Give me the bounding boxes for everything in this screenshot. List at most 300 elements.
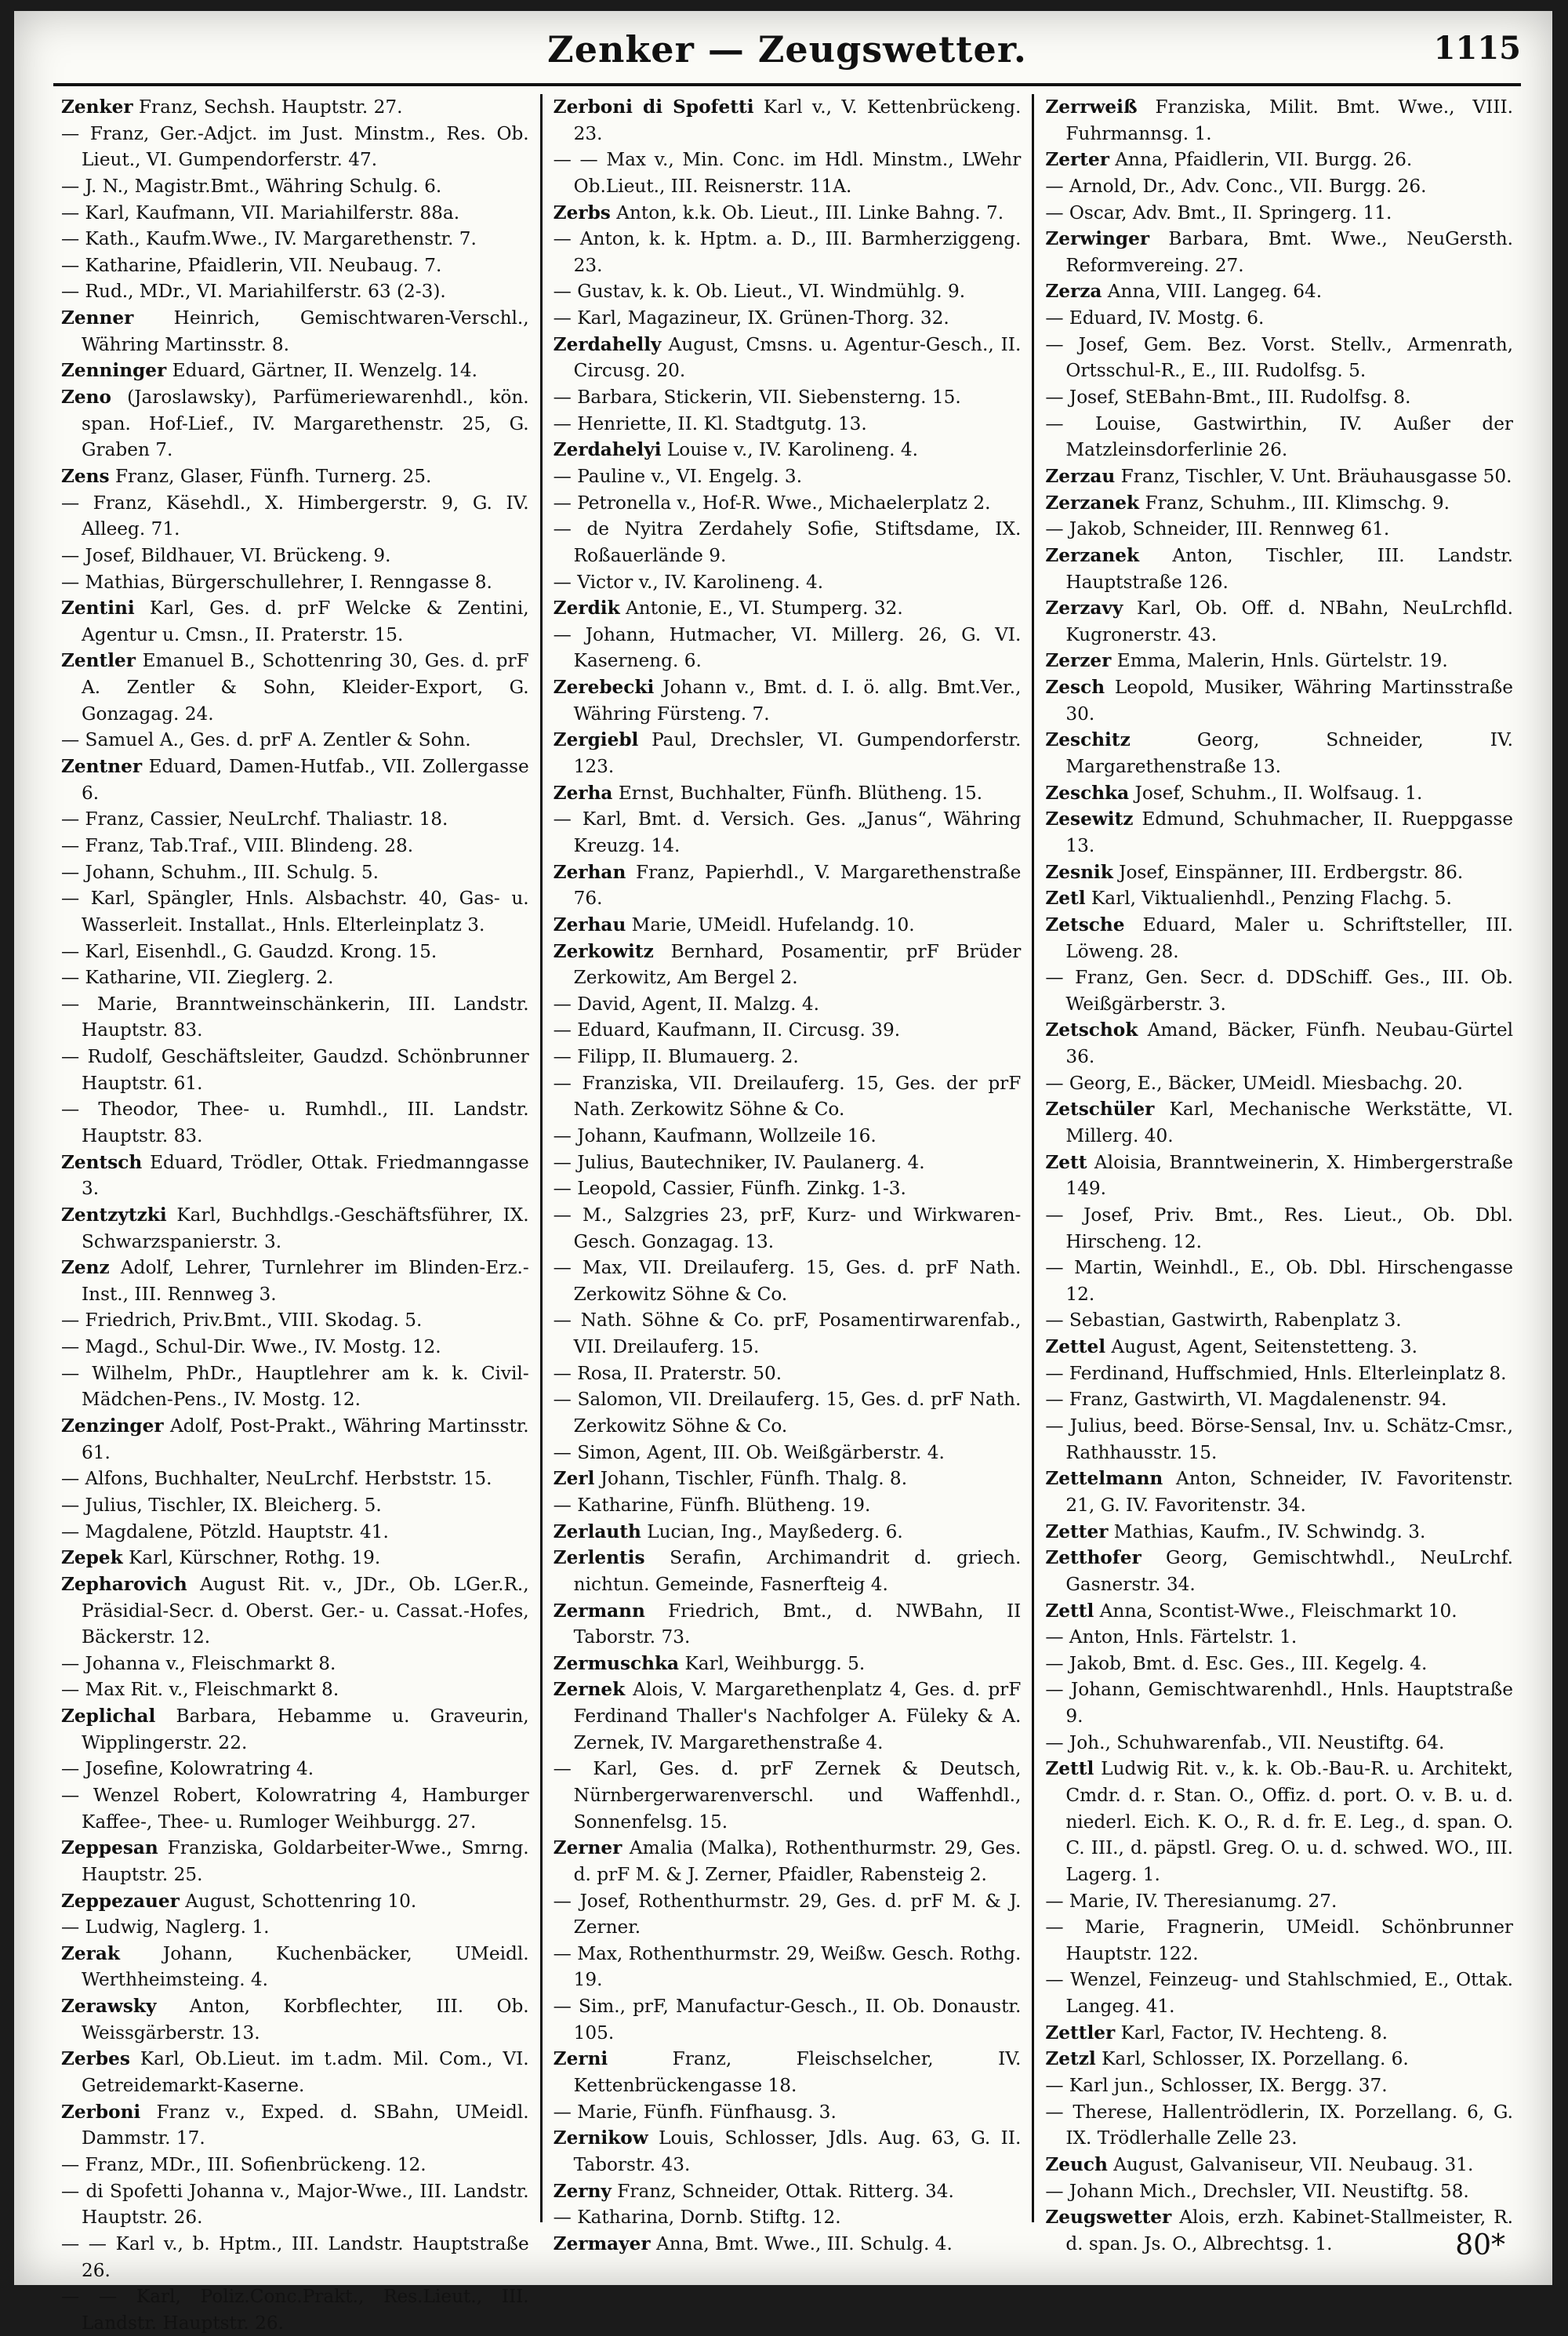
entry-text: — Simon, Agent, III. Ob. Weißgärberstr. 4. bbox=[553, 1441, 945, 1463]
entry-text: — Arnold, Dr., Adv. Conc., VII. Burgg. 26. bbox=[1045, 175, 1427, 197]
directory-entry bbox=[554, 991, 1022, 1018]
entry-text: — Max, VII. Dreilauferg. 15, Ges. d. prF Nath. Zerkowitz Söhne & Co. bbox=[553, 1257, 1022, 1305]
entry-surname: Zentzytzki bbox=[61, 1204, 167, 1226]
entry-surname: Zerdahelly bbox=[553, 333, 662, 355]
directory-entry bbox=[1045, 1677, 1513, 1729]
directory-entry bbox=[1045, 965, 1513, 1017]
entry-text: — Louise, Gastwirthin, IV. Außer der Matzleinsdorferlinie 26. bbox=[1045, 412, 1514, 461]
entry-text: Alois, erzh. Kabinet-Stallmeister, R. d. span. Js. O., Albrechtsg. 1. bbox=[1065, 2207, 1514, 2254]
directory-entry bbox=[61, 1782, 529, 1835]
entry-surname: Zerni bbox=[553, 2048, 608, 2070]
entry-text: Anton, Tischler, III. Landstr. Hauptstraße 126. bbox=[1065, 544, 1514, 593]
directory-entry bbox=[61, 200, 529, 227]
entry-text: Karl, Mechanische Werkstätte, VI. Millerg. 40. bbox=[1065, 1099, 1514, 1146]
entry-text: — Johanna v., Fleischmarkt 8. bbox=[61, 1652, 336, 1674]
directory-entry bbox=[61, 833, 529, 859]
entry-surname: Zerak bbox=[61, 1942, 120, 1964]
directory-entry bbox=[1045, 411, 1513, 463]
entry-text: Mathias, Kaufm., IV. Schwindg. 3. bbox=[1108, 1520, 1426, 1542]
entry-surname: Zerhau bbox=[553, 914, 626, 935]
entry-text: — Wenzel Robert, Kolowratring 4, Hamburger Kaffee-, Thee- u. Rumloger Weihburgg. 27. bbox=[61, 1785, 529, 1833]
entry-text: — Georg, E., Bäcker, UMeidl. Miesbachg. 20. bbox=[1045, 1072, 1463, 1094]
entry-text: Karl, Weihburgg. 5. bbox=[679, 1652, 866, 1674]
directory-entry bbox=[1045, 2073, 1513, 2099]
entry-surname: Zeplichal bbox=[61, 1706, 156, 1727]
entry-text: — Eduard, IV. Mostg. 6. bbox=[1045, 307, 1265, 329]
entry-surname: Zens bbox=[61, 465, 110, 487]
entry-text: — Karl jun., Schlosser, IX. Bergg. 37. bbox=[1045, 2075, 1388, 2097]
entry-text: — David, Agent, II. Malzg. 4. bbox=[553, 993, 820, 1015]
entry-text: Karl, Schlosser, IX. Porzellang. 6. bbox=[1095, 2048, 1409, 2070]
entry-text: Bernhard, Posamentir, prF Brüder Zerkowitz, Am Bergel 2. bbox=[573, 940, 1022, 989]
directory-entry bbox=[61, 939, 529, 965]
directory-entry bbox=[61, 1202, 529, 1255]
directory-entry bbox=[1045, 595, 1513, 648]
entry-surname: Zetl bbox=[1045, 888, 1086, 910]
entry-surname: Zerter bbox=[1045, 149, 1109, 171]
entry-text: — Therese, Hallentrödlerin, IX. Porzellang. 6, G. IX. Trödlerhalle Zelle 23. bbox=[1045, 2101, 1514, 2149]
entry-text: Franz, Tischler, V. Unt. Bräuhausgasse 50. bbox=[1115, 465, 1512, 487]
entry-text: Heinrich, Gemischtwaren-Verschl., Währing Martinsstr. 8. bbox=[82, 307, 529, 355]
directory-entry bbox=[1045, 1466, 1513, 1518]
directory-entry bbox=[61, 463, 529, 490]
entry-surname: Zetschüler bbox=[1045, 1099, 1155, 1121]
entry-text: — M., Salzgries 23, prF, Kurz- und Wirkwaren-Gesch. Gonzagag. 13. bbox=[553, 1204, 1022, 1252]
entry-text: — Josef, Bildhauer, VI. Brückeng. 9. bbox=[61, 544, 391, 566]
entry-text: Louise v., IV. Karolineng. 4. bbox=[661, 439, 918, 461]
directory-entry bbox=[554, 332, 1022, 384]
directory-entry bbox=[1045, 1888, 1513, 1915]
entry-text: Franz, Glaser, Fünfh. Turnerg. 25. bbox=[109, 465, 432, 487]
entry-text: Karl, Ges. d. prF Welcke & Zentini, Agentur u. Cmsn., II. Praterstr. 15. bbox=[82, 598, 529, 645]
entry-text: — Ferdinand, Huffschmied, Hnls. Elterleinplatz 8. bbox=[1045, 1362, 1507, 1384]
directory-entry bbox=[61, 1096, 529, 1149]
entry-surname: Zerhan bbox=[553, 861, 626, 883]
directory-entry bbox=[554, 1123, 1022, 1150]
entry-text: — Samuel A., Ges. d. prF A. Zentler & Sohn. bbox=[61, 729, 471, 751]
directory-entry bbox=[554, 1202, 1022, 1255]
entry-text: — Victor v., IV. Karolineng. 4. bbox=[553, 571, 824, 593]
directory-entry bbox=[554, 1888, 1022, 1941]
entry-text: — Rud., MDr., VI. Mariahilferstr. 63 (2-3). bbox=[61, 281, 446, 303]
entry-text: Paul, Drechsler, VI. Gumpendorferstr. 123. bbox=[573, 729, 1022, 778]
entry-text: — Barbara, Stickerin, VII. Siebensterng. 15. bbox=[553, 387, 961, 409]
directory-entry bbox=[61, 2152, 529, 2178]
directory-entry bbox=[61, 2231, 529, 2283]
entry-text: — Pauline v., VI. Engelg. 3. bbox=[553, 465, 803, 487]
entry-text: Karl, Ob. Off. d. NBahn, NeuLrchfld. Kugronerstr. 43. bbox=[1065, 598, 1514, 645]
entry-text: Karl, Viktualienhdl., Penzing Flachg. 5. bbox=[1085, 888, 1452, 910]
directory-entry bbox=[61, 1835, 529, 1887]
directory-entry bbox=[61, 384, 529, 463]
entry-text: — Wenzel, Feinzeug- und Stahlschmied, E., Ottak. Langeg. 41. bbox=[1045, 1969, 1514, 2018]
entry-text: August, Cmsns. u. Agentur-Gesch., II. Circusg. 20. bbox=[573, 333, 1022, 382]
entry-text: Antonie, E., VI. Stumperg. 32. bbox=[619, 598, 903, 619]
directory-entry bbox=[554, 226, 1022, 278]
entry-text: Franz, Schuhm., III. Klimschg. 9. bbox=[1139, 492, 1450, 514]
entry-surname: Zerbes bbox=[61, 2048, 130, 2070]
directory-entry bbox=[554, 1255, 1022, 1307]
entry-surname: Zeno bbox=[61, 387, 112, 409]
entry-text: Georg, Gemischtwhdl., NeuLrchf. Gasnerstr. 34. bbox=[1065, 1547, 1514, 1595]
entry-surname: Zesnik bbox=[1045, 861, 1113, 883]
directory-entry bbox=[61, 1651, 529, 1677]
running-title: Zenker — Zeugswetter. bbox=[547, 28, 1027, 71]
directory-entry bbox=[1045, 2204, 1513, 2257]
entry-surname: Zeugswetter bbox=[1045, 2207, 1172, 2229]
directory-entry bbox=[554, 463, 1022, 490]
entry-surname: Zeppezauer bbox=[61, 1890, 180, 1912]
entry-text: (Jaroslawsky), Parfümeriewarenhdl., kön. span. Hof-Lief., IV. Margarethenstr. 25, G. Graben 7. bbox=[82, 387, 529, 461]
directory-entry bbox=[61, 278, 529, 305]
entry-surname: Zerl bbox=[553, 1468, 595, 1490]
directory-entry bbox=[61, 173, 529, 200]
entry-text: — Petronella v., Hof-R. Wwe., Michaelerplatz 2. bbox=[553, 492, 991, 514]
directory-entry bbox=[1045, 1914, 1513, 1967]
entry-text: — Johann Mich., Drechsler, VII. Neustiftg. 58. bbox=[1045, 2180, 1469, 2202]
entry-text: Karl v., V. Kettenbrückeng. 23. bbox=[573, 96, 1022, 144]
directory-entry bbox=[554, 1835, 1022, 1887]
entry-surname: Zerha bbox=[553, 782, 613, 804]
directory-entry bbox=[61, 1255, 529, 1307]
entry-text: — Kath., Kaufm.Wwe., IV. Margarethenstr. 7. bbox=[61, 228, 477, 250]
entry-text: Anton, k.k. Ob. Lieut., III. Linke Bahng. 7. bbox=[610, 202, 1004, 223]
directory-entry bbox=[1045, 516, 1513, 543]
directory-column-1 bbox=[50, 94, 540, 2334]
directory-entry bbox=[61, 1571, 529, 1651]
directory-entry bbox=[554, 595, 1022, 622]
entry-text: Adolf, Lehrer, Turnlehrer im Blinden-Erz.-Inst., III. Rennweg 3. bbox=[82, 1257, 529, 1305]
entry-text: Eduard, Trödler, Ottak. Friedmanngasse 3. bbox=[82, 1151, 529, 1200]
directory-entry bbox=[554, 674, 1022, 727]
entry-text: Anton, Korbflechter, III. Ob. Weissgärberstr. 13. bbox=[82, 1996, 529, 2044]
entry-text: — de Nyitra Zerdahely Sofie, Stiftsdame, IX. Roßauerlände 9. bbox=[553, 518, 1022, 566]
entry-text: — Katharine, Pfaidlerin, VII. Neubaug. 7. bbox=[61, 254, 442, 276]
directory-entry bbox=[554, 1017, 1022, 1044]
entry-text: Franz, Schneider, Ottak. Ritterg. 34. bbox=[611, 2180, 954, 2202]
directory-entry bbox=[61, 358, 529, 384]
entry-text: Marie, UMeidl. Hufelandg. 10. bbox=[626, 914, 915, 935]
directory-entry bbox=[1045, 94, 1513, 147]
directory-entry bbox=[61, 252, 529, 279]
entry-text: — Franz, Käsehdl., X. Himbergerstr. 9, G. IV. Alleeg. 71. bbox=[61, 492, 529, 540]
entry-surname: Zeppesan bbox=[61, 1837, 158, 1859]
entry-text: — Jakob, Bmt. d. Esc. Ges., III. Kegelg. 4. bbox=[1045, 1652, 1428, 1674]
directory-entry bbox=[1045, 859, 1513, 886]
entry-surname: Zerza bbox=[1045, 281, 1102, 303]
entry-text: — Josef, StEBahn-Bmt., III. Rudolfsg. 8. bbox=[1045, 387, 1411, 409]
directory-entry bbox=[1045, 1545, 1513, 1597]
directory-entry bbox=[554, 2125, 1022, 2178]
entry-surname: Zerlauth bbox=[553, 1520, 641, 1542]
directory-entry bbox=[554, 1941, 1022, 1993]
entry-surname: Zerboni di Spofetti bbox=[553, 96, 754, 118]
entry-surname: Zenner bbox=[61, 307, 134, 329]
directory-entry bbox=[554, 437, 1022, 463]
directory-page bbox=[14, 11, 1552, 2334]
directory-entry bbox=[61, 121, 529, 173]
directory-entry bbox=[1045, 200, 1513, 227]
entry-text: Karl, Buchhdlgs.-Geschäftsführer, IX. Schwarzspanierstr. 3. bbox=[82, 1204, 529, 1252]
entry-text: Alois, V. Margarethenplatz 4, Ges. d. prF Ferdinand Thaller's Nachfolger A. Füleky & A. Zernek, IV. Margarethenstraße 4. bbox=[573, 1679, 1022, 1753]
entry-surname: Zesewitz bbox=[1045, 808, 1134, 830]
entry-surname: Zerzau bbox=[1045, 465, 1116, 487]
entry-text: Anton, Schneider, IV. Favoritenstr. 21, G. IV. Favoritenstr. 34. bbox=[1065, 1468, 1514, 1516]
entry-text: Edmund, Schuhmacher, II. Rueppgasse 13. bbox=[1065, 808, 1514, 856]
directory-entry bbox=[1045, 1756, 1513, 1887]
directory-entry bbox=[1045, 2099, 1513, 2152]
entry-text: — di Spofetti Johanna v., Major-Wwe., III. Landstr. Hauptstr. 26. bbox=[61, 2180, 529, 2229]
directory-column-2 bbox=[540, 94, 1033, 2254]
entry-surname: Zetthofer bbox=[1045, 1547, 1142, 1569]
directory-entry bbox=[1045, 885, 1513, 912]
entry-text: — Oscar, Adv. Bmt., II. Springerg. 11. bbox=[1045, 202, 1392, 223]
entry-text: Franz, Papierhdl., V. Margarethenstraße 76. bbox=[573, 861, 1022, 910]
entry-text: — Alfons, Buchhalter, NeuLrchf. Herbststr. 15. bbox=[61, 1468, 492, 1490]
directory-entry bbox=[61, 1914, 529, 1941]
entry-surname: Zentsch bbox=[61, 1151, 143, 1173]
directory-entry bbox=[554, 1386, 1022, 1439]
entry-text: — Magdalene, Pötzld. Hauptstr. 41. bbox=[61, 1520, 389, 1542]
entry-surname: Zentler bbox=[61, 650, 136, 672]
entry-text: — Henriette, II. Kl. Stadtgutg. 13. bbox=[553, 412, 867, 434]
directory-entry bbox=[554, 2204, 1022, 2231]
directory-entry bbox=[1045, 1334, 1513, 1361]
directory-entry bbox=[1045, 648, 1513, 674]
directory-entry bbox=[1045, 305, 1513, 332]
entry-text: — Karl, Ges. d. prF Zernek & Deutsch, Nürnbergerwarenverschl. und Waffenhdl., Sonnenfelsg. 15. bbox=[553, 1758, 1022, 1833]
entry-text: — Sebastian, Gastwirth, Rabenplatz 3. bbox=[1045, 1310, 1402, 1331]
directory-entry bbox=[1045, 1070, 1513, 1097]
directory-entry bbox=[61, 1545, 529, 1571]
entry-surname: Zerny bbox=[553, 2180, 612, 2202]
entry-surname: Zerzanek bbox=[1045, 544, 1140, 566]
entry-text: Amalia (Malka), Rothenthurmstr. 29, Ges. d. prF M. & J. Zerner, Pfaidler, Rabensteig 2. bbox=[573, 1837, 1022, 1885]
directory-entry bbox=[61, 595, 529, 648]
directory-entry bbox=[61, 1361, 529, 1413]
directory-entry bbox=[554, 411, 1022, 438]
entry-text: — Martin, Weinhdl., E., Ob. Dbl. Hirschengasse 12. bbox=[1045, 1257, 1514, 1305]
entry-text: Karl, Ob.Lieut. im t.adm. Mil. Com., VI. Getreidemarkt-Kaserne. bbox=[82, 2048, 529, 2097]
directory-entry bbox=[1045, 147, 1513, 173]
entry-surname: Zeschitz bbox=[1045, 729, 1131, 751]
entry-surname: Zerboni bbox=[61, 2101, 141, 2123]
directory-entry bbox=[554, 1545, 1022, 1597]
directory-entry bbox=[61, 305, 529, 358]
directory-entry bbox=[1045, 1413, 1513, 1466]
directory-entry bbox=[61, 1941, 529, 1993]
entry-text: — Julius, Bautechniker, IV. Paulanerg. 4. bbox=[553, 1151, 925, 1173]
entry-text: — Max Rit. v., Fleischmarkt 8. bbox=[61, 1679, 339, 1701]
entry-text: — Theodor, Thee- u. Rumhdl., III. Landstr. Hauptstr. 83. bbox=[61, 1099, 529, 1146]
directory-entry bbox=[554, 1044, 1022, 1070]
directory-entry bbox=[554, 147, 1022, 199]
entry-text: — Nath. Söhne & Co. prF, Posamentirwarenfab., VII. Dreilauferg. 15. bbox=[553, 1310, 1022, 1358]
directory-entry bbox=[554, 1361, 1022, 1387]
entry-text: — Katharina, Dornb. Stiftg. 12. bbox=[553, 2207, 841, 2229]
directory-entry bbox=[554, 912, 1022, 939]
directory-entry bbox=[61, 1334, 529, 1361]
entry-text: August, Galvaniseur, VII. Neubaug. 31. bbox=[1107, 2153, 1474, 2175]
directory-entry bbox=[61, 806, 529, 833]
entry-surname: Zermayer bbox=[553, 2232, 651, 2254]
directory-entry bbox=[1045, 2046, 1513, 2073]
directory-entry bbox=[61, 1993, 529, 2046]
entry-text: — Katharine, VII. Zieglerg. 2. bbox=[61, 967, 334, 989]
directory-entry bbox=[554, 305, 1022, 332]
entry-text: — Karl, Magazineur, IX. Grünen-Thorg. 32. bbox=[553, 307, 949, 329]
entry-text: — Franz, Gastwirth, VI. Magdalenenstr. 94. bbox=[1045, 1389, 1447, 1411]
directory-entry bbox=[1045, 2178, 1513, 2205]
entry-text: Karl, Factor, IV. Hechteng. 8. bbox=[1115, 2022, 1388, 2044]
entry-surname: Zerdik bbox=[553, 598, 620, 619]
directory-entry bbox=[1045, 1730, 1513, 1757]
entry-surname: Zerzer bbox=[1045, 650, 1112, 672]
entry-surname: Zerkowitz bbox=[553, 940, 654, 962]
entry-text: Eduard, Gärtner, II. Wenzelg. 14. bbox=[166, 360, 477, 382]
entry-surname: Zernek bbox=[553, 1679, 626, 1701]
directory-entry bbox=[61, 1307, 529, 1334]
entry-surname: Zepharovich bbox=[61, 1573, 187, 1595]
entry-text: — Johann, Hutmacher, VI. Millerg. 26, G. VI. Kaserneng. 6. bbox=[553, 623, 1022, 672]
entry-surname: Zerdahelyi bbox=[553, 439, 662, 461]
entry-text: Barbara, Bmt. Wwe., NeuGersth. Reformvereing. 27. bbox=[1065, 228, 1514, 276]
entry-surname: Zenzinger bbox=[61, 1415, 164, 1437]
directory-entry bbox=[554, 1756, 1022, 1835]
directory-entry bbox=[1045, 1519, 1513, 1546]
directory-entry bbox=[1045, 1598, 1513, 1625]
entry-surname: Zettler bbox=[1045, 2022, 1116, 2044]
directory-entry bbox=[1045, 278, 1513, 305]
entry-text: — Franz, Ger.-Adjct. im Just. Minstm., Res. Ob. Lieut., VI. Gumpendorferstr. 47. bbox=[61, 122, 529, 171]
entry-text: — Rosa, II. Praterstr. 50. bbox=[553, 1362, 782, 1384]
entry-text: — Johann, Kaufmann, Wollzeile 16. bbox=[553, 1124, 877, 1146]
entry-surname: Zermann bbox=[553, 1600, 645, 1622]
entry-text: — Karl, Spängler, Hnls. Alsbachstr. 40, Gas- u. Wasserleit. Installat., Hnls. Elterleinplatz 3. bbox=[61, 888, 529, 935]
entry-text: — — Karl, Poliz.Conc.Prakt., Res.Lieut., III. Landstr. Hauptstr. 26. bbox=[61, 2286, 529, 2334]
entry-text: — Rudolf, Geschäftsleiter, Gaudzd. Schönbrunner Hauptstr. 61. bbox=[61, 1046, 529, 1094]
directory-entry bbox=[61, 490, 529, 543]
directory-entry bbox=[554, 1175, 1022, 1202]
directory-entry bbox=[554, 1993, 1022, 2046]
directory-entry bbox=[61, 1519, 529, 1546]
page-number: 1115 bbox=[1433, 30, 1521, 67]
directory-entry bbox=[1045, 1150, 1513, 1202]
entry-surname: Zerlentis bbox=[553, 1547, 645, 1569]
entry-text: — Johann, Gemischtwarenhdl., Hnls. Hauptstraße 9. bbox=[1045, 1679, 1514, 1727]
entry-surname: Zerzanek bbox=[1045, 492, 1140, 514]
entry-text: Franziska, Goldarbeiter-Wwe., Smrng. Hauptstr. 25. bbox=[82, 1837, 529, 1885]
directory-entry bbox=[1045, 173, 1513, 200]
entry-text: — Anton, Hnls. Färtelstr. 1. bbox=[1045, 1626, 1298, 1648]
entry-surname: Zenker bbox=[61, 96, 133, 118]
entry-surname: Zeuch bbox=[1045, 2153, 1108, 2175]
directory-entry bbox=[554, 2231, 1022, 2258]
entry-text: — Karl, Eisenhdl., G. Gaudzd. Krong. 15. bbox=[61, 940, 437, 962]
entry-text: Johann v., Bmt. d. I. ö. allg. Bmt.Ver., Währing Fürsteng. 7. bbox=[573, 677, 1022, 725]
directory-entry bbox=[61, 2099, 529, 2152]
directory-entry bbox=[554, 1307, 1022, 1360]
entry-surname: Zerbs bbox=[553, 202, 611, 223]
entry-text: Anna, Bmt. Wwe., III. Schulg. 4. bbox=[650, 2232, 953, 2254]
entry-text: Josef, Schuhm., II. Wolfsaug. 1. bbox=[1129, 782, 1423, 804]
entry-text: — Franz, Gen. Secr. d. DDSchiff. Ges., III. Ob. Weißgärberstr. 3. bbox=[1045, 967, 1514, 1015]
directory-entry bbox=[554, 94, 1022, 147]
directory-entry bbox=[554, 1677, 1022, 1756]
directory-entry bbox=[1045, 2152, 1513, 2178]
entry-text: Friedrich, Bmt., d. NWBahn, II Taborstr. 73. bbox=[573, 1600, 1022, 1648]
directory-entry bbox=[1045, 463, 1513, 490]
directory-entry bbox=[554, 1492, 1022, 1519]
entry-text: Emma, Malerin, Hnls. Gürtelstr. 19. bbox=[1111, 650, 1448, 672]
directory-entry bbox=[554, 384, 1022, 411]
directory-entry bbox=[61, 1677, 529, 1703]
entry-text: Louis, Schlosser, Jdls. Aug. 63, G. II. Taborstr. 43. bbox=[573, 2127, 1022, 2175]
entry-surname: Zentner bbox=[61, 756, 143, 778]
entry-surname: Zettl bbox=[1045, 1600, 1094, 1622]
directory-entry bbox=[61, 226, 529, 252]
directory-entry bbox=[1045, 1255, 1513, 1307]
entry-surname: Zerrweiß bbox=[1045, 96, 1138, 118]
directory-entry bbox=[1045, 384, 1513, 411]
entry-text: Ludwig Rit. v., k. k. Ob.-Bau-R. u. Architekt, Cmdr. d. r. Stan. O., Offiz. d. port. O. v. B. u. d. niederl. Eich. K. O., R. d. fr. E. Leg., d. span. O. C. III., d. päpstl. Greg. O. u. d. schwed. WO., III. Lagerg. 1. bbox=[1065, 1758, 1514, 1885]
directory-entry bbox=[554, 1598, 1022, 1651]
entry-text: — Josef, Rothenthurmstr. 29, Ges. d. prF M. & J. Zerner. bbox=[553, 1890, 1022, 1938]
entry-surname: Zetschok bbox=[1045, 1019, 1138, 1041]
entry-surname: Zenninger bbox=[61, 360, 167, 382]
entry-text: — Marie, Branntweinschänkerin, III. Landstr. Hauptstr. 83. bbox=[61, 993, 529, 1041]
directory-entry bbox=[61, 754, 529, 806]
entry-text: Eduard, Damen-Hutfab., VII. Zollergasse 6. bbox=[82, 756, 529, 804]
directory-entry bbox=[61, 1413, 529, 1466]
directory-entry bbox=[554, 1150, 1022, 1176]
entry-text: — Marie, IV. Theresianumg. 27. bbox=[1045, 1890, 1338, 1912]
signature-mark: 80* bbox=[1455, 2229, 1505, 2262]
entry-text: Johann, Kuchenbäcker, UMeidl. Werthheimsteing. 4. bbox=[82, 1942, 529, 1991]
entry-surname: Zesch bbox=[1045, 677, 1105, 699]
directory-entry bbox=[61, 1466, 529, 1492]
entry-text: — Mathias, Bürgerschullehrer, I. Renngasse 8. bbox=[61, 571, 492, 593]
directory-entry bbox=[1045, 727, 1513, 779]
directory-entry bbox=[554, 278, 1022, 305]
entry-text: Leopold, Musiker, Währing Martinsstraße 30. bbox=[1065, 677, 1514, 725]
entry-text: Eduard, Maler u. Schriftsteller, III. Löweng. 28. bbox=[1065, 914, 1514, 962]
entry-surname: Zetter bbox=[1045, 1520, 1109, 1542]
entry-surname: Zergiebl bbox=[553, 729, 639, 751]
directory-entry bbox=[554, 727, 1022, 779]
entry-text: — Max, Rothenthurmstr. 29, Weißw. Gesch. Rothg. 19. bbox=[553, 1942, 1022, 1991]
directory-entry bbox=[1045, 2020, 1513, 2047]
entry-text: — Sim., prF, Manufactur-Gesch., II. Ob. Donaustr. 105. bbox=[553, 1996, 1022, 2044]
directory-entry bbox=[554, 780, 1022, 807]
directory-entry bbox=[61, 1492, 529, 1519]
entry-text: — Friedrich, Priv.Bmt., VIII. Skodag. 5. bbox=[61, 1310, 423, 1331]
directory-entry bbox=[1045, 1651, 1513, 1677]
directory-entry bbox=[61, 1150, 529, 1202]
entry-text: Josef, Einspänner, III. Erdbergstr. 86. bbox=[1112, 861, 1464, 883]
directory-entry bbox=[61, 1756, 529, 1782]
entry-text: Serafin, Archimandrit d. griech. nichtun. Gemeinde, Fasnerfteig 4. bbox=[573, 1547, 1022, 1595]
directory-entry bbox=[61, 2283, 529, 2336]
entry-text: — Leopold, Cassier, Fünfh. Zinkg. 1-3. bbox=[553, 1178, 906, 1200]
entry-surname: Zermuschka bbox=[553, 1652, 680, 1674]
entry-text: — Franz, MDr., III. Sofienbrückeng. 12. bbox=[61, 2153, 426, 2175]
directory-entry bbox=[554, 1651, 1022, 1677]
entry-text: Johann, Tischler, Fünfh. Thalg. 8. bbox=[594, 1468, 908, 1490]
entry-text: — Joh., Schuhwarenfab., VII. Neustiftg. 64. bbox=[1045, 1731, 1445, 1753]
entry-surname: Zepek bbox=[61, 1547, 123, 1569]
entry-text: August, Schottenring 10. bbox=[179, 1890, 417, 1912]
